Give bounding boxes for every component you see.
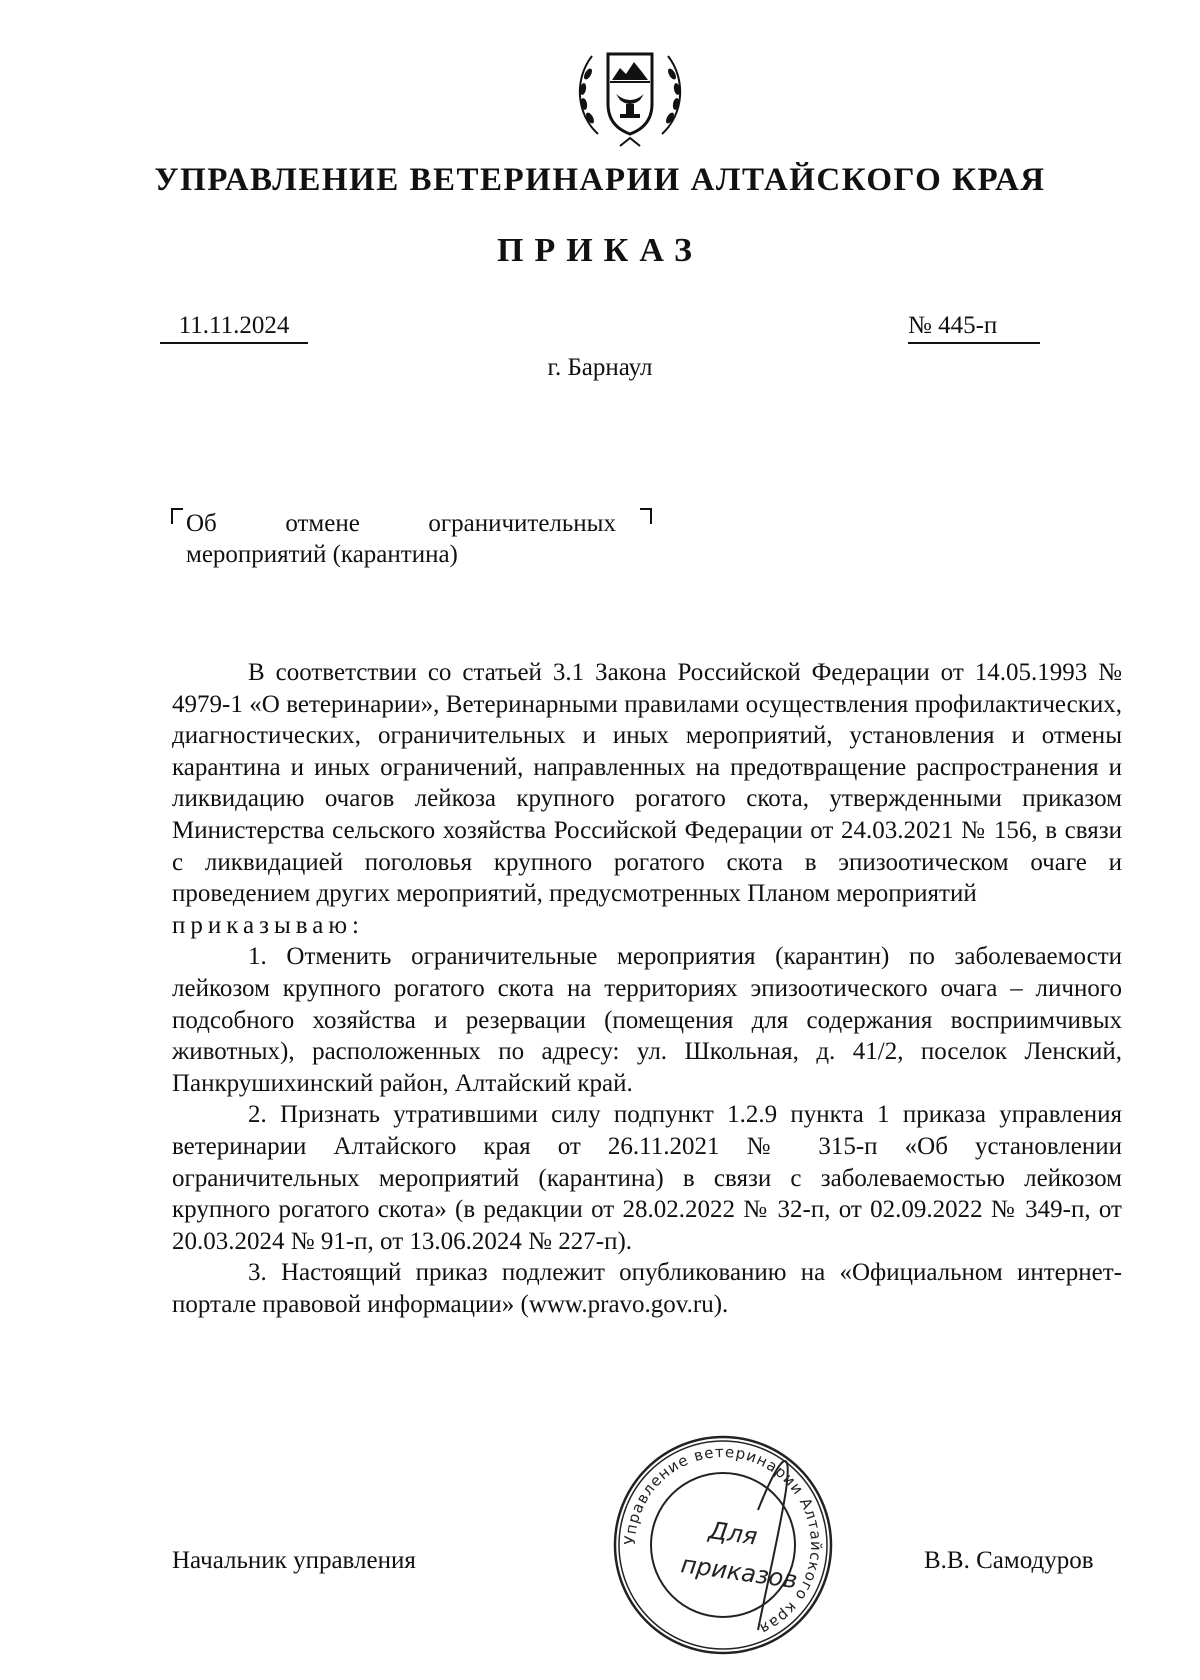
- stamp-ring-text: Управление ветеринарии Алтайского края: [620, 1442, 826, 1639]
- document-body: [172, 657, 1122, 1320]
- subject-line-2: мероприятий (карантина): [186, 541, 458, 568]
- subject-word: отмене: [285, 510, 360, 537]
- organization-name: УПРАВЛЕНИЕ ВЕТЕРИНАРИИ АЛТАЙСКОГО КРАЯ: [154, 162, 1046, 198]
- stamp-center-line-1: Для: [707, 1516, 760, 1551]
- order-item-3: 3. Настоящий приказ подлежит опубликованию на «Официальном интернет-портале правовой информации» (www.pravo.gov.ru).: [172, 1259, 1122, 1318]
- coat-of-arms-emblem: [568, 34, 692, 152]
- signer-position: Начальник управления: [172, 1547, 416, 1574]
- subject-word: Об: [186, 510, 217, 537]
- order-item-1: 1. Отменить ограничительные мероприятия (карантин) по заболеваемости лейкозом крупного рогатого скота на территориях эпизоотического очага – личного подсобного хозяйства и резервации (помещения для содержания восприимчивых животных), расположенных по адресу: ул. Школьная, д. 41/2, поселок Ленский, Панкрушихинский район, Алтайский край.: [172, 943, 1122, 1097]
- official-stamp: [608, 1430, 838, 1660]
- subject-bracket-left: [171, 508, 183, 524]
- document-subject: [186, 508, 616, 570]
- preamble-paragraph: [172, 657, 1122, 941]
- order-item-2: 2. Признать утратившими силу подпункт 1.2.9 пункта 1 приказа управления ветеринарии Алтайского края от 26.11.2021 № 315-п «Об установлении ограничительных мероприятий (карантина) в связи с заболеваемостью лейкозом крупного рогатого скота» (в редакции от 28.02.2022 № 32-п, от 02.09.2022 № 349-п, от 20.03.2024 № 91-п, от 13.06.2024 № 227-п).: [172, 1101, 1122, 1255]
- preamble-text: В соответствии со статьей 3.1 Закона Российской Федерации от 14.05.1993 № 4979-1 «О ветеринарии», Ветеринарными правилами осуществления профилактических, диагностических, ограничительных и иных мероприятий, установления и отмены карантина и иных ограничений, направленных на предотвращение распространения и ликвидацию очагов лейкоза крупного рогатого скота, утвержденными приказом Министерства сельского хозяйства Российской Федерации от 24.03.2021 № 156, в связи с ликвидацией поголовья крупного рогатого скота в эпизоотическом очаге и проведением других мероприятий, предусмотренных Планом мероприятий: [172, 659, 1122, 908]
- subject-line-1: [186, 508, 616, 539]
- subject-word: ограничительных: [428, 510, 616, 537]
- signer-name: В.В. Самодуров: [924, 1547, 1094, 1574]
- order-verb: приказываю:: [172, 911, 364, 939]
- document-number: № 445-п: [908, 312, 1040, 344]
- stamp-center-line-2: приказов: [679, 1550, 800, 1595]
- subject-bracket-right: [640, 508, 652, 524]
- document-city: г. Барнаул: [547, 354, 653, 381]
- document-date: 11.11.2024: [160, 312, 308, 344]
- document-type-title: ПРИКАЗ: [497, 232, 703, 269]
